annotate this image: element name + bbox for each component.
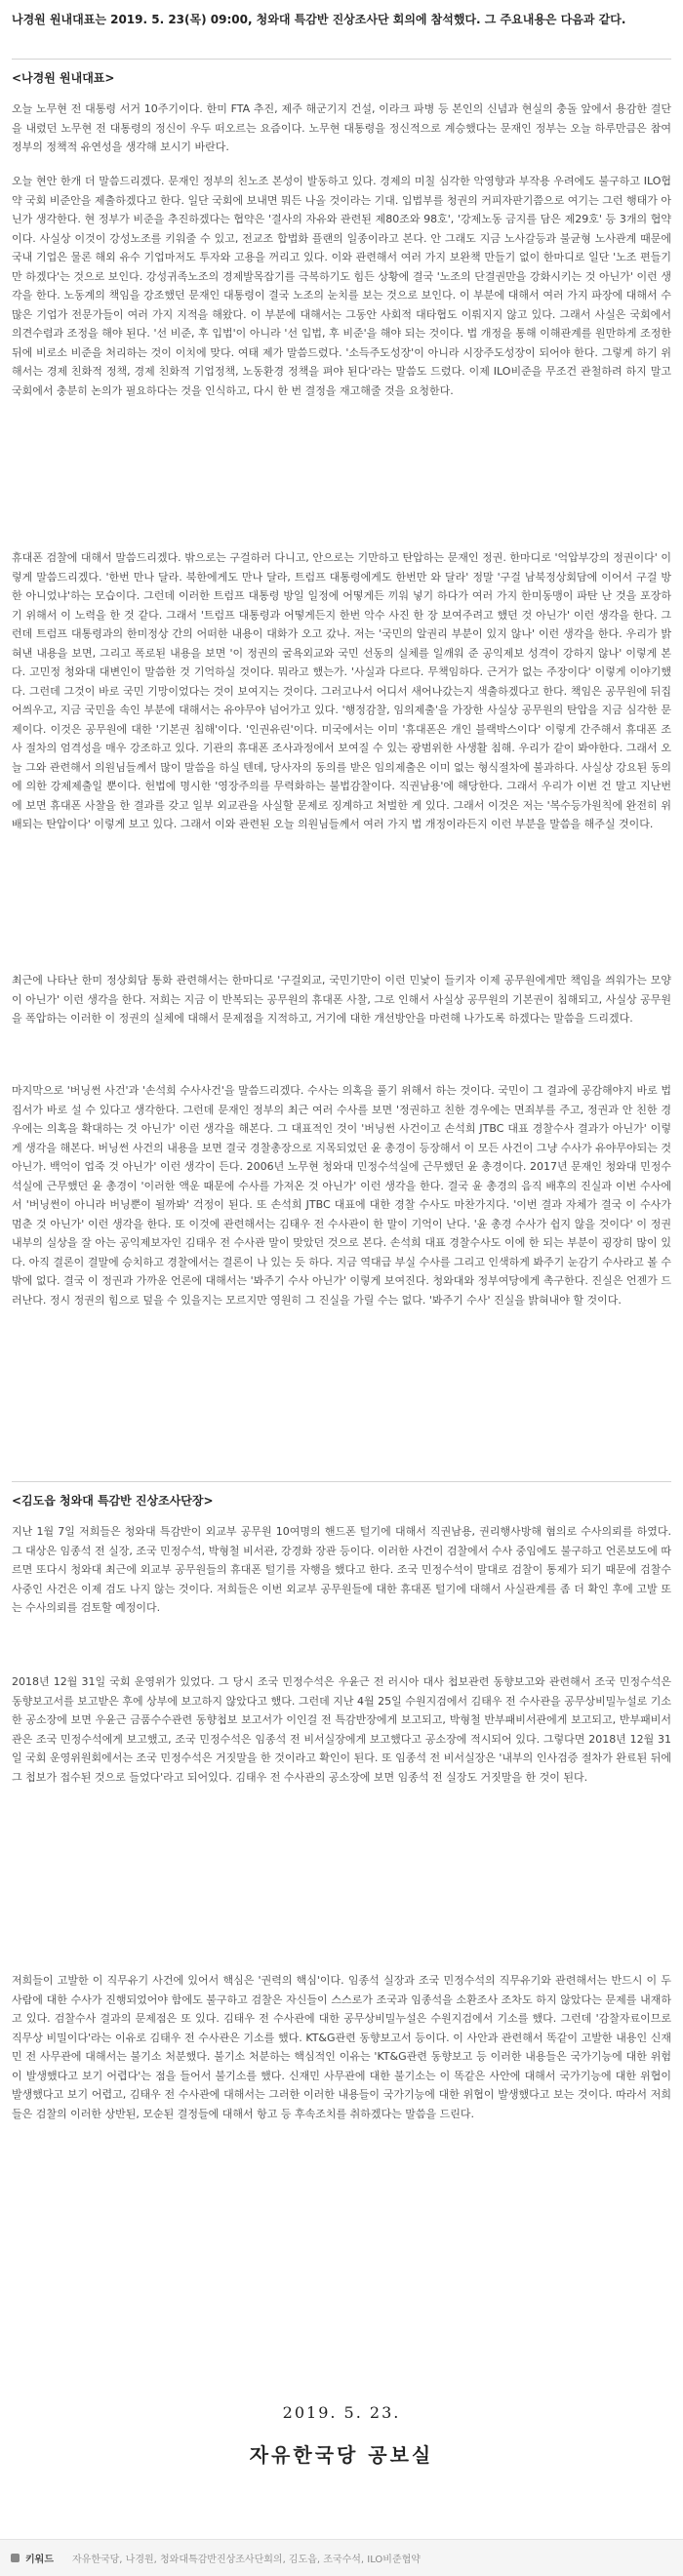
lead-summary: 나경원 원내대표는 2019. 5. 23(목) 09:00, 청와대 특감반 진상조사단 회의에 참석했다. 그 주요내용은 다음과 같다. (12, 13, 626, 26)
section-heading-kim-do-eup: <김도읍 청와대 특감반 진상조사단장> (12, 1494, 214, 1508)
divider (12, 59, 671, 60)
paragraph-phone-inspection: 휴대폰 검찰에 대해서 말씀드리겠다. 밖으로는 구걸하러 다니고, 안으로는 기만하고 탄압하는 문재인 정권. 한마디로 '억압부강의 정권이다' 이렇게 말씀드리겠다. '한번 만나 달라. 북한에게도 만나 달라, 트럼프 대통령에게도 한번만 와 달라' 정말 '구걸 남북정상회담에 이어서 구걸 방한 아니었냐'하는 모습이다. 그런데 이러한 트럼프 대통령 방일 일정에 어떻게든 끼워 넣기 하다가 여러 가지 한미동맹이 파탄 난 것을 포장하기 위해서 이 노력을 한 것 같다. 그래서 '트럼프 대통령과 어떻게든지 한번 악수 사진 한 장 보여주려고 했던 것 아닌가' 이런 생각을 한다. 그런데 트럼프 대통령과의 한미정상 간의 어떠한 내용이 대화가 오고 갔나. 저는 '국민의 알권리 부분이 있지 않나' 이런 생각을 한다. 우리가 밝혀낸 내용을 보면, 그리고 폭로된 내용을 보면 '이 정권의 굴욕외교와 국민 선동의 실체를 일깨워 준 공익제보 성격이 강하지 않나' 이렇게 본다. 고민정 청와대 대변인이 말씀한 것 기억하실 것이다. 뭐라고 했는가. '사실과 다르다. 무책임하다. 근거가 없는 주장이다' 이렇게 이야기했다. 그런데 그것이 바로 국민 기망이었다는 것이 보여지는 것이다. 그러고나서 어디서 새어나갔는지 색출하겠다고 한다. 책임은 공무원에 뒤집어씌우고, 지금 국민을 속인 부분에 대해서는 유야무야 넘어가고 있다. '행정감찰, 임의제출'을 가장한 사실상 공무원의 탄압을 지금 심각한 문제이다. 이것은 공무원에 대한 '기본권 침해'이다. '인권유린'이다. 미국에서는 이미 '휴대폰은 개인 블랙박스이다' 이렇게 간주해서 휴대폰 조사 절차의 엄격성을 매우 강조하고 있다. 기관의 휴대폰 조사과정에서 보여질 수 있는 광범위한 사생활 침해. 우리가 같이 봐야한다. 그래서 오늘 그와 관련해서 의원님들께서 많이 말씀을 하실 텐데, 당사자의 동의를 받은 임의제출은 이미 없는 형식절차에 불과하다. 사실상 강요된 동의에 의한 강제제출일 뿐이다. 헌법에 명시한 '영장주의를 무력화하는 불법감찰이다. 직권남용'에 해당한다. 그래서 우리가 이번 건 말고 지난번에 보면 휴대폰 사찰을 한 결과를 갖고 일부 외교관을 사실할 문제로 징계하고 처벌한 게 있다. 그래서 이것은 저는 '복수등가원칙에 완전히 위배되는 탄압이다' 이렇게 보고 있다. 그래서 이와 관련된 오늘 의원님들께서 여러 가지 법 개정이라든지 이런 부분을 말씀을 해주실 것이다. (12, 551, 671, 830)
paragraph-memorial: 오늘 노무현 전 대통령 서거 10주기이다. 한미 FTA 추진, 제주 해군기지 건설, 이라크 파병 등 본인의 신념과 현실의 충돌 앞에서 용감한 결단을 내렸던 노무현 전 대통령의 정신이 우두 떠오르는 요즘이다. 노무현 대통령을 정신적으로 계승했다는 문재인 정부는 오늘 하루만큼은 참여정부의 정책적 유연성을 생각해 보시기 바란다. (12, 102, 671, 153)
divider (12, 1481, 671, 1482)
section-heading-na-kyung-won: <나경원 원내대표> (12, 71, 115, 85)
signature: 자유한국당 공보실 (249, 2443, 434, 2467)
paragraph-burning-sun: 마지막으로 '버닝썬 사건'과 '손석희 수사사건'을 말씀드리겠다. 수사는 의혹을 풀기 위해서 하는 것이다. 국민이 그 결과에 공감해야지 바로 법집서가 바로 설 수 있다고 생각한다. 그런데 문재인 정부의 최근 여러 수사를 보면 '정권하고 친한 경우에는 면죄부를 주고, 정권과 안 친한 경우에는 의혹을 확대하는 것 아닌가' 이런 생각을 해본다. 그 대표적인 것이 '버닝썬 사건이고 손석희 JTBC 대표 경찰수사 결과가 아닌가' 이렇게 생각을 해본다. 버닝썬 사건의 내용을 보면 결국 경찰총장으로 지목되었던 윤 총경이 등장해서 이 모든 사건이 그냥 수사가 유야무야되는 것 아닌가. 백억이 업죽 것 아닌가' 이런 생각이 든다. 2006년 노무현 청와대 민정수석실에 근무했던 윤 총경이다. 2017년 문재인 청와대 민정수석실에 근무했던 윤 총경이 '이러한 액운 때문에 수사를 가져온 것 아닌가' 이런 생각을 한다. 결국 윤 총경의 음직 배후의 진실과 이번 수사에서 '버닝썬이 아니라 버닝뿐이 될까봐' 걱정이 된다. 또 손석희 JTBC 대표에 대한 경찰 수사도 마찬가지다. '이번 결과 자체가 결국 이 수사가 멈춘 것 아닌가' 이런 생각을 한다. 또 이것에 관련해서는 김태우 전 수사관이 한 말이 기억이 난다. '윤 총경 수사가 쉽지 않을 것이다' 이 정권 내부의 실상을 잘 아는 공익제보자인 김태우 전 수사관 말이 맞았던 것으로 본다. 손석희 대표 경찰수사도 이에 한 되는 부분이 굉장히 많이 있다. 아직 결론이 결말에 승치하고 경찰에서는 결론이 나 있는 듯 하다. 지금 역대급 부실 수사를 그리고 인색하게 봐주기 눈감기 수사라고 볼 수 밖에 없다. 결국 이 정권과 가까운 언론에 대해서는 '봐주기 수사 아닌가' 이렇게 보여진다. 청와대와 정부여당에게 촉구한다. 진실은 언젠가 드러난다. 정시 정권의 힘으로 덮을 수 있을지는 모르지만 영원히 그 진실을 가릴 수는 없다. '봐주기 수사' 진실을 밝혀내야 할 것이다. (12, 1084, 671, 1307)
paragraph-prosecution-decisions: 저희들이 고발한 이 직무유기 사건에 있어서 핵심은 '권력의 핵심'이다. 임종석 실장과 조국 민정수석의 직무유기와 관련해서는 반드시 이 두 사람에 대한 수사가 진행되었어야 함에도 불구하고 검찰은 자신들이 스스로가 조국과 임종석을 소환조사 조차도 하지 않았다는 문제를 내재하고 있다. 검찰수사 결과의 문제점은 또 있다. 김태우 전 수사관에 대한 공무상비밀누설은 수원지검에서 기소를 했다. 그런데 '감찰자료이므로 직무상 비밀이다'라는 이유로 김태우 전 수사관은 기소를 했다. KT&G관련 동향보고서 등이다. 이 사안과 관련해서 똑같이 고발한 내용인 신재민 전 사무관에 대해서는 불기소 처분했다. 불기소 처분하는 핵심적인 이유는 'KT&G관련 동향보고 등 이러한 내용들은 국가기능에 대한 위험이 발생했다고 보기 어렵다'는 점을 들어서 불기소를 했다. 신재민 사무관에 대한 불기소는 이 똑같은 사안에 대해서 국가기능에 대한 위협이 발생했다고 보기 어렵고, 김태우 전 수사관에 대해서는 그러한 이러한 내용들이 국가기능에 대한 위협이 발생했다고 보는 것이다. 따라서 저희들은 검찰의 이러한 상반된, 모순된 결정들에 대해서 항고 등 후속조치를 취하겠다는 말씀을 드린다. (12, 1974, 671, 2120)
keyword-footer (0, 2539, 683, 2576)
paragraph-phone-complaint: 지난 1월 7일 저희들은 청와대 특감반이 외교부 공무원 10여명의 핸드폰 털기에 대해서 직권남용, 권리행사방해 혐의로 수사의뢰를 하였다. 그 대상은 임종석 전 실장, 조국 민정수석, 박형철 비서관, 강경화 장관 등이다. 이러한 사건이 검찰에서 수사 중임에도 불구하고 언론보도에 따르면 또다시 청와대 최근에 외교부 공무원들의 휴대폰 털기를 자행을 했다고 한다. 조국 민정수석이 말대로 검찰이 통제가 되기 때문에 검찰수사중인 사건은 이제 검도 나지 않는 것이다. 저희들은 이번 외교부 공무원들에 대한 휴대폰 털기에 대해서 사실관계를 좀 더 확인 후에 고발 또는 수사의뢰를 검토할 예정이다. (12, 1525, 671, 1614)
paragraph-diplomacy: 최근에 나타난 한미 정상회담 통화 관련해서는 한마디로 '구걸외교, 국민기만이 이런 민낯이 들키자 이제 공무원에게만 책임을 씌워가는 모양이 아닌가' 이런 생각을 한다. 저희는 지금 이 반복되는 공무원의 휴대폰 사찰, 그로 인해서 사실상 공무원의 기본권이 침해되고, 사실상 공무원을 폭압하는 이러한 이 정권의 실체에 대해서 문제점을 지적하고, 거기에 대한 개선방안을 마련해 나가도록 하겠다는 말씀을 드리겠다. (12, 974, 671, 1025)
keyword-list: 자유한국당, 나경원, 청와대특감반진상조사단회의, 김도읍, 조국수석, ILO비준협약 (72, 2555, 421, 2565)
paragraph-ilo: 오늘 현안 한개 더 말씀드리겠다. 문재인 정부의 친노조 본성이 발동하고 있다. 경제의 미칠 심각한 악영향과 부작용 우려에도 불구하고 ILO협약 국회 비준안을 제출하겠다고 한다. 일단 국회에 보내면 뭐든 나올 것이라는 기대. 입법부를 청권의 커피자판기쯤으로 여기는 그런 행태가 아닌가 생각한다. 현 정부가 비준을 추진하겠다는 협약은 '결사의 자유와 관련된 제80조와 98호', '강제노동 금지를 담은 제29호' 등 3개의 협약이다. 사실상 이것이 강성노조를 키워줄 수 있고, 전교조 합법화 플랜의 일종이라고 본다. 안 그래도 지금 노사갈등과 불균형 노사관계 때문에 국내 기업은 물론 해외 유수 기업마저도 투자와 고용을 꺼리고 있다. 이와 관련해서 여러 가지 보완책 만들기 없이 한마디로 일단 '노조 편들기만 하겠다'는 것으로 보인다. 강성귀족노조의 경제발목잡기를 극복하기도 힘든 상황에 결국 '노조의 단결권만을 강화시키는 것 아닌가' 이런 생각을 한다. 노동계의 책임을 강조했던 문재인 대통령이 결국 노조의 눈치를 보는 것으로 보인다. 이 부분에 대해서 여러 가지 파장에 대해서 수많은 기업가 전문가들이 여러 가지 지적을 해왔다. 이 부분에 대해서는 그동안 사회적 대타협도 이뤄지지 않고 있다. 그래서 사실은 국회에서 의견수렴과 조정을 해야 된다. '선 비준, 후 입법'이 아니라 '선 입법, 후 비준'을 해야 되는 것이다. 법 개정을 통해 이해관계를 원만하게 조정한 뒤에 비로소 비준을 처리하는 것이 이치에 맞다. 여태 제가 말씀드렸다. '소득주도성장'이 아니라 시장주도성장이 되어야 한다. 그렇게 하기 위해서는 경제 친화적 정책, 경제 친화적 기업정책, 노동환경 정책을 펴야 된다'라는 말씀도 드렸다. 이제 ILO비준을 무조건 관철하려 하지 말고 국회에서 충분히 논의가 필요하다는 것을 인식하고, 다시 한 번 결정을 재고해줄 것을 요청한다. (12, 175, 671, 397)
release-date: 2019. 5. 23. (282, 2403, 401, 2422)
keyword-label: 키워드 (25, 2555, 54, 2565)
tag-icon (11, 2554, 20, 2562)
paragraph-audit-testimony: 2018년 12월 31일 국회 운영위가 있었다. 그 당시 조국 민정수석은 우윤근 전 러시아 대사 첩보관련 동향보고와 관련해서 조국 민정수석은 동향보고서를 보고받은 후에 상부에 보고하지 않았다고 했다. 그런데 지난 4월 25일 수원지검에서 김태우 전 수사관을 공무상비밀누설로 기소한 공소장에 보면 우윤근 금품수수관련 동향첩보 보고서가 이인걸 전 특감반장에게 보고되고, 박형철 반부패비서관에게 보고되고, 반부패비서관은 조국 민정수석에게 보고했고, 조국 민정수석은 임종석 전 비서실장에게 보고했다고 공소장에 적시되어 있다. 그렇다면 2018년 12월 31일 국회 운영위원회에서는 조국 민정수석은 거짓말을 한 것이라고 확인이 된다. 또 임종석 전 비서실장은 '내부의 인사검증 절차가 완료된 뒤에 그 첩보가 접수된 것으로 들었다'라고 되어있다. 김태우 전 수사관의 공소장에 보면 임종석 전 실장도 거짓말을 한 것이 된다. (12, 1675, 671, 1784)
